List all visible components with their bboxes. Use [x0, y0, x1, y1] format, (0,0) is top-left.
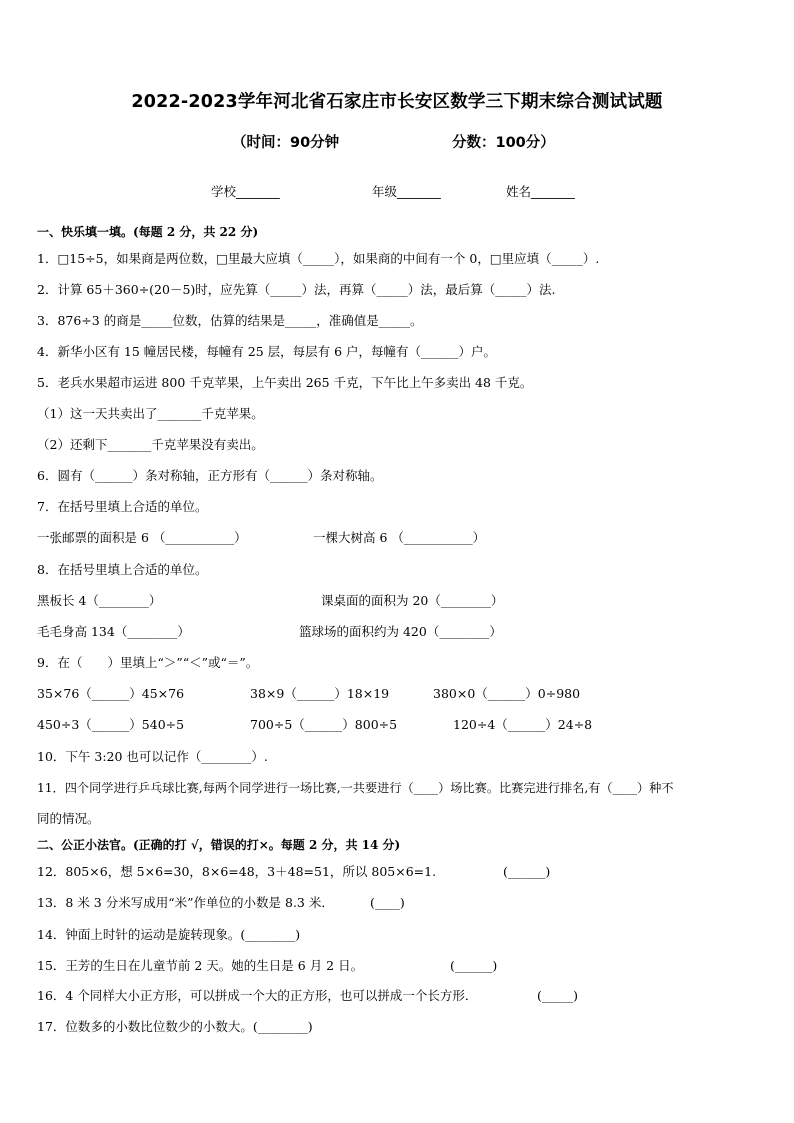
question-16-answer-blank: (_____) [537, 988, 579, 1003]
question-5-part-2: （2）还剩下_______千克苹果没有卖出。 [37, 437, 264, 452]
question-8-item-a: 黑板长 4（________） [37, 593, 162, 608]
time-label: （时间：90分钟 [232, 135, 340, 151]
question-11-continued: 同的情况。 [37, 811, 100, 826]
question-12: 12．805×6，想 5×6=30，8×6=48，3＋48=51，所以 805×6=1. [37, 864, 437, 879]
question-9: 9．在（ ）里填上“＞”“＜”或“＝”。 [37, 655, 259, 670]
question-9-item-e: 700÷5（______）800÷5 [250, 717, 398, 732]
question-5: 5．老兵水果超市运进 800 千克苹果，上午卖出 265 千克，下午比上午多卖出 48 千克。 [37, 375, 533, 390]
question-8-item-d: 篮球场的面积约为 420（________） [299, 624, 502, 639]
question-9-item-d: 450÷3（______）540÷5 [37, 717, 185, 732]
question-7-item-a: 一张邮票的面积是 6 （___________） [37, 530, 247, 545]
question-16: 16．4 个同样大小正方形，可以拼成一个大的正方形，也可以拼成一个长方形． [37, 988, 478, 1003]
question-13-answer-blank: (____) [370, 895, 405, 910]
section1-heading: 一、快乐填一填。(每题 2 分，共 22 分) [37, 225, 259, 239]
question-10: 10．下午 3:20 也可以记作（________）. [37, 749, 268, 764]
section2-heading: 二、公正小法官。(正确的打 √，错误的打×。每题 2 分，共 14 分) [37, 838, 401, 852]
score-label: 分数：100分） [452, 135, 555, 151]
question-17: 17．位数多的小数比位数少的小数大。(________) [37, 1019, 313, 1034]
question-7: 7．在括号里填上合适的单位。 [37, 499, 208, 514]
name-field: 姓名_______ [506, 184, 575, 199]
question-8-item-c: 毛毛身高 134（________） [37, 624, 190, 639]
question-3: 3．876÷3 的商是_____位数，估算的结果是_____，准确值是_____。 [37, 313, 423, 328]
question-1: 1．□15÷5，如果商是两位数，□里最大应填（_____），如果商的中间有一个 0，□里应填（_____）. [37, 251, 600, 266]
question-8-item-b: 课桌面的面积为 20（________） [321, 593, 504, 608]
question-8: 8．在括号里填上合适的单位。 [37, 562, 208, 577]
question-9-item-c: 380×0（______）0÷980 [433, 686, 581, 701]
question-13: 13．8 米 3 分米写成用“米”作单位的小数是 8.3 米． [37, 895, 334, 910]
question-11: 11．四个同学进行乒乓球比赛,每两个同学进行一场比赛,一共要进行（____）场比赛。比赛完进行排名,有（____）种不 [37, 781, 674, 795]
question-9-item-a: 35×76（______）45×76 [37, 686, 185, 701]
school-field: 学校_______ [211, 184, 280, 199]
question-14: 14．钟面上时针的运动是旋转现象。(________) [37, 927, 301, 942]
page-title: 2022-2023学年河北省石家庄市长安区数学三下期末综合测试试题 [131, 92, 663, 112]
question-9-item-f: 120÷4（______）24÷8 [453, 717, 593, 732]
question-9-item-b: 38×9（______）18×19 [250, 686, 390, 701]
question-12-answer-blank: (______) [503, 864, 551, 879]
question-15-answer-blank: (______) [450, 958, 498, 973]
question-4: 4．新华小区有 15 幢居民楼，每幢有 25 层，每层有 6 户，每幢有（______）户。 [37, 344, 497, 359]
question-7-item-b: 一棵大树高 6 （___________） [313, 530, 486, 545]
question-2: 2．计算 65＋360÷(20－5)时，应先算（_____）法，再算（_____）法，最后算（_____）法. [37, 282, 556, 297]
question-6: 6．圆有（______）条对称轴，正方形有（______）条对称轴。 [37, 468, 383, 483]
grade-field: 年级_______ [372, 184, 441, 199]
question-5-part-1: （1）这一天共卖出了_______千克苹果。 [37, 406, 264, 421]
question-15: 15．王芳的生日在儿童节前 2 天。她的生日是 6 月 2 日。 [37, 958, 364, 973]
